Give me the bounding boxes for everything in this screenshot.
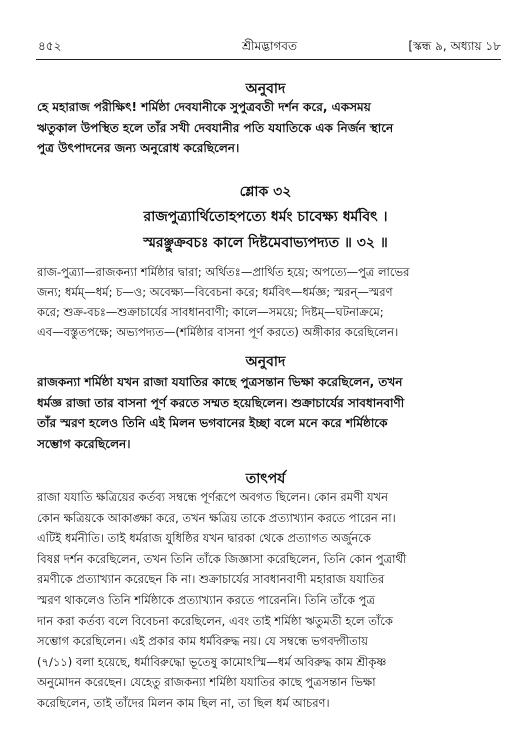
text-line: রাজকন্যা শর্মিষ্ঠা যখন রাজা যযাতির কাছে পুত্রসন্তান ভিক্ষা করেছিলেন, তখন xyxy=(37,375,403,389)
verse-line: রাজপুত্র্যার্থিতোহপত্যে ধর্মং চাবেক্ষ্য ধর্মবিৎ । xyxy=(143,209,388,225)
text-line: অনুমোদন করেছেন। যেহেতু রাজকন্যা শর্মিষ্ঠা যযাতির কাছে পুত্রসন্তান ভিক্ষা xyxy=(37,675,376,690)
text-line: স্মরণ থাকলেও তিনি শর্মিষ্ঠাকে প্রত্যাখ্যান করতে পারেননি। তিনি তাঁকে পুত্র xyxy=(37,592,375,607)
header-rule xyxy=(36,59,501,60)
text-line: (৭/১১) বলা হয়েছে, ধর্মাবিরুদ্ধো ভূতেষু কামোঽস্মি—ধর্ম অবিরুদ্ধ কাম শ্রীকৃষ্ণ xyxy=(37,654,387,669)
page-number: ৪৫২ xyxy=(38,39,62,53)
translation-text xyxy=(37,372,501,454)
text-line: রমণীকে প্রত্যাখ্যান করেছেন কি না। শুক্রাচার্যের সাবধানবাণী মহারাজ যযাতির xyxy=(37,572,385,587)
translation-heading: অনুবাদ xyxy=(245,81,286,97)
text-line: এটিই ধর্মনীতি। তাই ধর্মরাজ যুধিষ্ঠির যখন দ্বারকা থেকে প্রত্যাগত অর্জুনকে xyxy=(37,531,371,546)
purport-heading: তাৎপর্য xyxy=(245,471,286,487)
verse-line: স্মরঞ্ছুক্রবচঃ কালে দিষ্টমেবাভ্যপদ্যত ॥ ৩২ ॥ xyxy=(143,235,388,251)
synonyms-line: এব—বস্তুতপক্ষে; অভ্যপদ্যত—(শর্মিষ্ঠার বাসনা পূর্ণ করতে) অঙ্গীকার করেছিলেন। xyxy=(37,325,399,339)
text-line: করেছিলেন, তাই তাঁদের মিলন কাম ছিল না, তা ছিল ধর্ম আচরণ। xyxy=(37,695,330,710)
text-line: ধর্মজ্ঞ রাজা তার বাসনা পূর্ণ করতে সম্মত হয়েছিলেন। শুক্রাচার্যের সাবধানবাণী xyxy=(37,395,405,410)
text-line: বিষণ্ণ দর্শন করেছিলেন, তখন তিনি তাঁকে জিজ্ঞাসা করেছিলেন, তিনি কোন পুত্রার্থী xyxy=(37,551,407,566)
text-line: সম্ভোগ করেছিলেন। এই প্রকার কাম ধর্মবিরুদ্ধ নয়। যে সম্বন্ধে ভগবদ্গীতায় xyxy=(37,634,368,649)
translation-heading: অনুবাদ xyxy=(245,354,286,370)
synonyms-line: জন্য; ধর্মম্—ধর্ম; চ—ও; অবেক্ষ্য—বিবেচনা করে; ধর্মবিৎ—ধর্মজ্ঞ; স্মরন্—স্মরণ xyxy=(37,285,393,299)
text-line: ঋতুকাল উপস্থিত হলে তাঁর সখী দেবযানীর পতি যযাতিকে এক নির্জন স্থানে xyxy=(37,120,394,135)
purport-text xyxy=(37,487,501,714)
synonyms-line: রাজ-পুত্র্যা—রাজকন্যা শর্মিষ্ঠার দ্বারা; অর্থিতঃ—প্রার্থিত হয়ে; অপত্যে—পুত্র লাভের xyxy=(37,265,410,279)
translation-text xyxy=(37,97,501,159)
text-line: রাজা যযাতি ক্ষত্রিয়ের কর্তব্য সম্বন্ধে পূর্ণরূপে অবগত ছিলেন। কোন রমণী যখন xyxy=(37,490,389,504)
text-line: হে মহারাজ পরীক্ষিৎ! শর্মিষ্ঠা দেবযানীকে সুপুত্রবতী দর্শন করে, একসময় xyxy=(37,100,371,114)
text-line: সম্ভোগ করেছিলেন। xyxy=(37,436,131,451)
text-line: দান করা কর্তব্য বলে বিবেচনা করেছিলেন, এবং তাই শর্মিষ্ঠা ঋতুমতী হলে তাঁকে xyxy=(37,613,393,628)
synonyms xyxy=(37,262,501,342)
book-title: শ্রীমদ্ভাগবত xyxy=(241,39,297,53)
canto-chapter: [স্কন্ধ ৯, অধ্যায় ১৮ xyxy=(408,39,501,53)
text-line: তাঁর স্মরণ হলেও তিনি এই মিলন ভগবানের ইচ্ছা বলে মনে করে শর্মিষ্ঠাকে xyxy=(37,416,388,430)
text-line: পুত্র উৎপাদনের জন্য অনুরোধ করেছিলেন। xyxy=(37,141,240,155)
verse-heading: শ্লোক ৩২ xyxy=(239,184,292,200)
synonyms-line: করে; শুক্র-বচঃ—শুক্রাচার্যের সাবধানবাণী; কালে—সময়ে; দিষ্টম্—ঘটনাক্রমে; xyxy=(37,305,384,319)
page-header xyxy=(38,38,501,58)
text-line: কোন ক্ষত্রিয়কে আকাঙ্ক্ষা করে, তখন ক্ষত্রিয় তাকে প্রত্যাখ্যান করতে পারেন না। xyxy=(37,510,396,525)
